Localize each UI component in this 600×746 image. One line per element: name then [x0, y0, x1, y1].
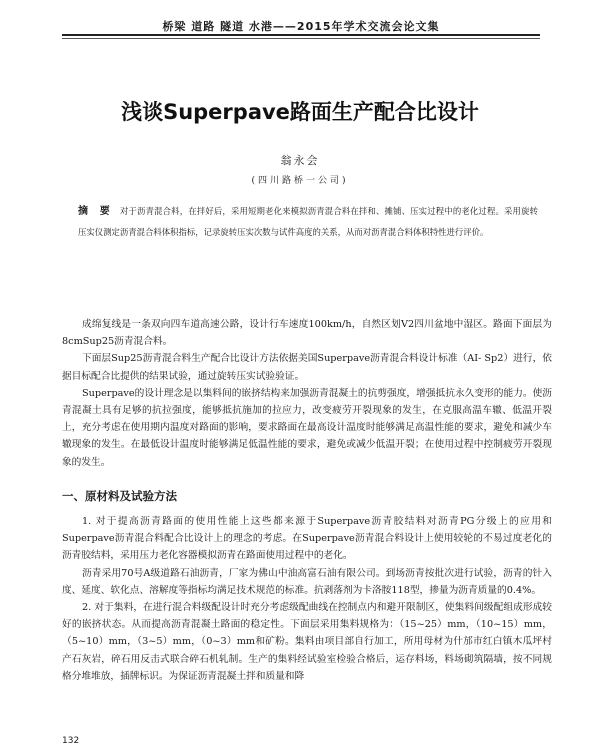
body-paragraph: 成绵复线是一条双向四车道高速公路，设计行车速度100km/h，自然区划V2四川盆地中湿区。路面下面层为8cmSup25沥青混合料。 [62, 319, 552, 348]
header-rule-thick [62, 34, 540, 36]
body-paragraph: 2. 对于集料，在进行混合料级配设计时充分考虑级配曲线在控制点内和避开限制区，使集料间级配组成形成较好的嵌挤状态。从而提高沥青混凝土路面的稳定性。下面层采用集料规格为：（15~25）mm，（10~15）mm，（5~10）mm，（3~5）mm，（0~3）mm和矿粉。集料由项目部自行加工，所用母材为什邡市红白镇木瓜坪村产石灰岩，碎石用反击式联合碎石机轧制。生产的集料经试验室检验合格后，运存料场，料场砌筑隔墙，按不同规格分堆堆放，插牌标识。为保证沥青混凝土拌和质量和降 [62, 602, 552, 682]
body-paragraph: 1. 对于提高沥青路面的使用性能上这些都来源于Superpave沥青胶结料对沥青PG分级上的应用和Superpave沥青混合料配合比设计上的理念的考虑。在Superpave沥青混合料设计上使用较轮的不易过度老化的沥青胶结料，采用压力老化容器模拟沥青在路面使用过程中的老化。 [62, 516, 552, 562]
page-number: 132 [62, 736, 80, 746]
body-paragraph: 下面层Sup25沥青混合料生产配合比设计方法依据美国Superpave沥青混合料设计标准（AI- Sp2）进行，依据目标配合比提供的结果试验，通过旋转压实试验验证。 [62, 353, 552, 382]
section-heading: 一、原材料及试验方法 [62, 489, 177, 503]
abstract-text: 对于沥青混合料，在拌好后，采用短期老化来模拟沥青混合料在拌和、摊铺、压实过程中的老化过程。采用旋转压实仪测定沥青混合料体积指标，记录旋转压实次数与试件高度的关系，从而对沥青混合料体积特性进行评价。 [78, 206, 539, 237]
materials-section [62, 513, 552, 685]
intro-section [62, 316, 552, 471]
body-paragraph: 沥青采用70号A级道路石油沥青，厂家为佛山中油高富石油有限公司。到场沥青按批次进行试验，沥青的针入度、延度、软化点、溶解度等指标均满足技术规范的标准。抗剥落剂为卡洛胺118型，掺量为沥青质量的0.4%。 [62, 567, 552, 596]
author-affiliation: (四川路桥一公司) [251, 176, 349, 186]
running-header: 桥梁 道路 隧道 水港——2015年学术交流会论文集 [162, 20, 440, 33]
abstract [78, 201, 538, 242]
body-paragraph: Superpave的设计理念是以集料间的嵌挤结构来加强沥青混凝土的抗剪强度，增强抵抗永久变形的能力。使沥青混凝土具有足够的抗拉强度，能够抵抗施加的拉应力，改变疲劳开裂现象的发生，在克服高温车辙、低温开裂上，充分考虑在使用期内温度对路面的影响，要求路面在最高设计温度时能够满足高温性能的要求，避免和减少车辙现象的发生。在最低设计温度时能够满足低温性能的要求，避免或减少低温开裂；在使用过程中控制疲劳开裂现象的发生。 [62, 387, 552, 468]
header-rule-thin [62, 38, 540, 39]
author-name: 翁永会 [280, 154, 320, 167]
abstract-label: 摘 要 [78, 206, 114, 217]
paper-title: 浅谈Superpave路面生产配合比设计 [121, 100, 479, 124]
